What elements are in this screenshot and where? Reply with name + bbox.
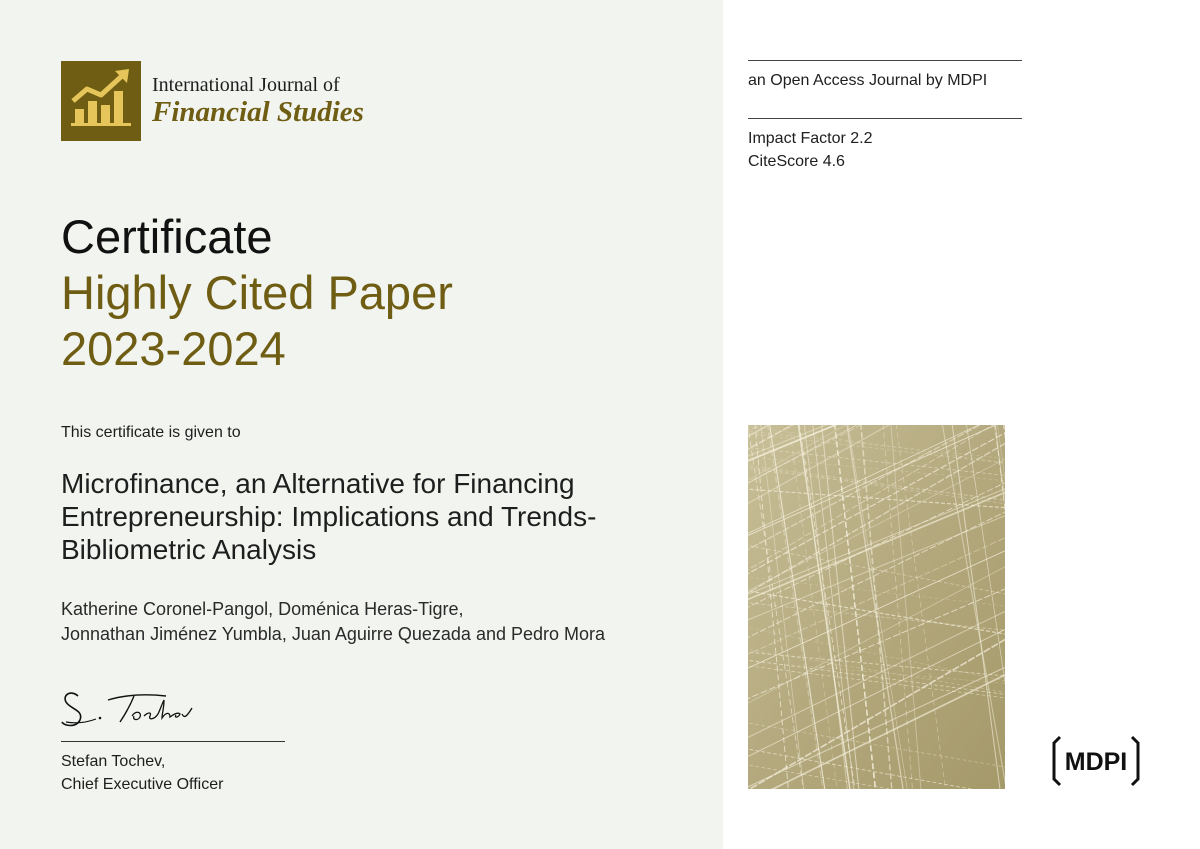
divider-middle: [748, 118, 1022, 119]
signer-name: Stefan Tochev,: [61, 753, 166, 770]
divider-top: [748, 60, 1022, 61]
impact-factor: Impact Factor 2.2: [748, 130, 873, 147]
signer-role: Chief Executive Officer: [61, 776, 224, 793]
journal-name-line1: International Journal of: [152, 74, 340, 96]
journal-logo: [61, 61, 141, 141]
journal-cover-image: [748, 425, 1005, 789]
authors-line2: Jonnathan Jiménez Yumbla, Juan Aguirre Quezada and Pedro Mora: [61, 624, 606, 644]
certificate-award: Highly Cited Paper: [61, 266, 453, 319]
rising-bar-chart-icon: [61, 61, 141, 141]
certificate-period: 2023-2024: [61, 322, 286, 375]
citescore: CiteScore 4.6: [748, 153, 845, 170]
open-access-label: an Open Access Journal by MDPI: [748, 72, 988, 89]
journal-name-line2: Financial Studies: [152, 96, 364, 128]
paper-title: Microfinance, an Alternative for Financing Entrepreneurship: Implications and Trends-Bibliometric Analysis: [61, 468, 597, 565]
certificate-title: Certificate: [61, 210, 273, 263]
signature: [58, 684, 228, 734]
mdpi-logo-text: MDPI: [1064, 748, 1128, 776]
given-to-label: This certificate is given to: [61, 424, 241, 441]
mdpi-hexagon-logo: [1052, 731, 1140, 791]
authors-line1: Katherine Coronel-Pangol, Doménica Heras-Tigre,: [61, 599, 464, 619]
signature-line: [61, 741, 285, 742]
fiber-mesh-cover-art: [748, 425, 1005, 789]
paper-authors: [61, 597, 711, 647]
